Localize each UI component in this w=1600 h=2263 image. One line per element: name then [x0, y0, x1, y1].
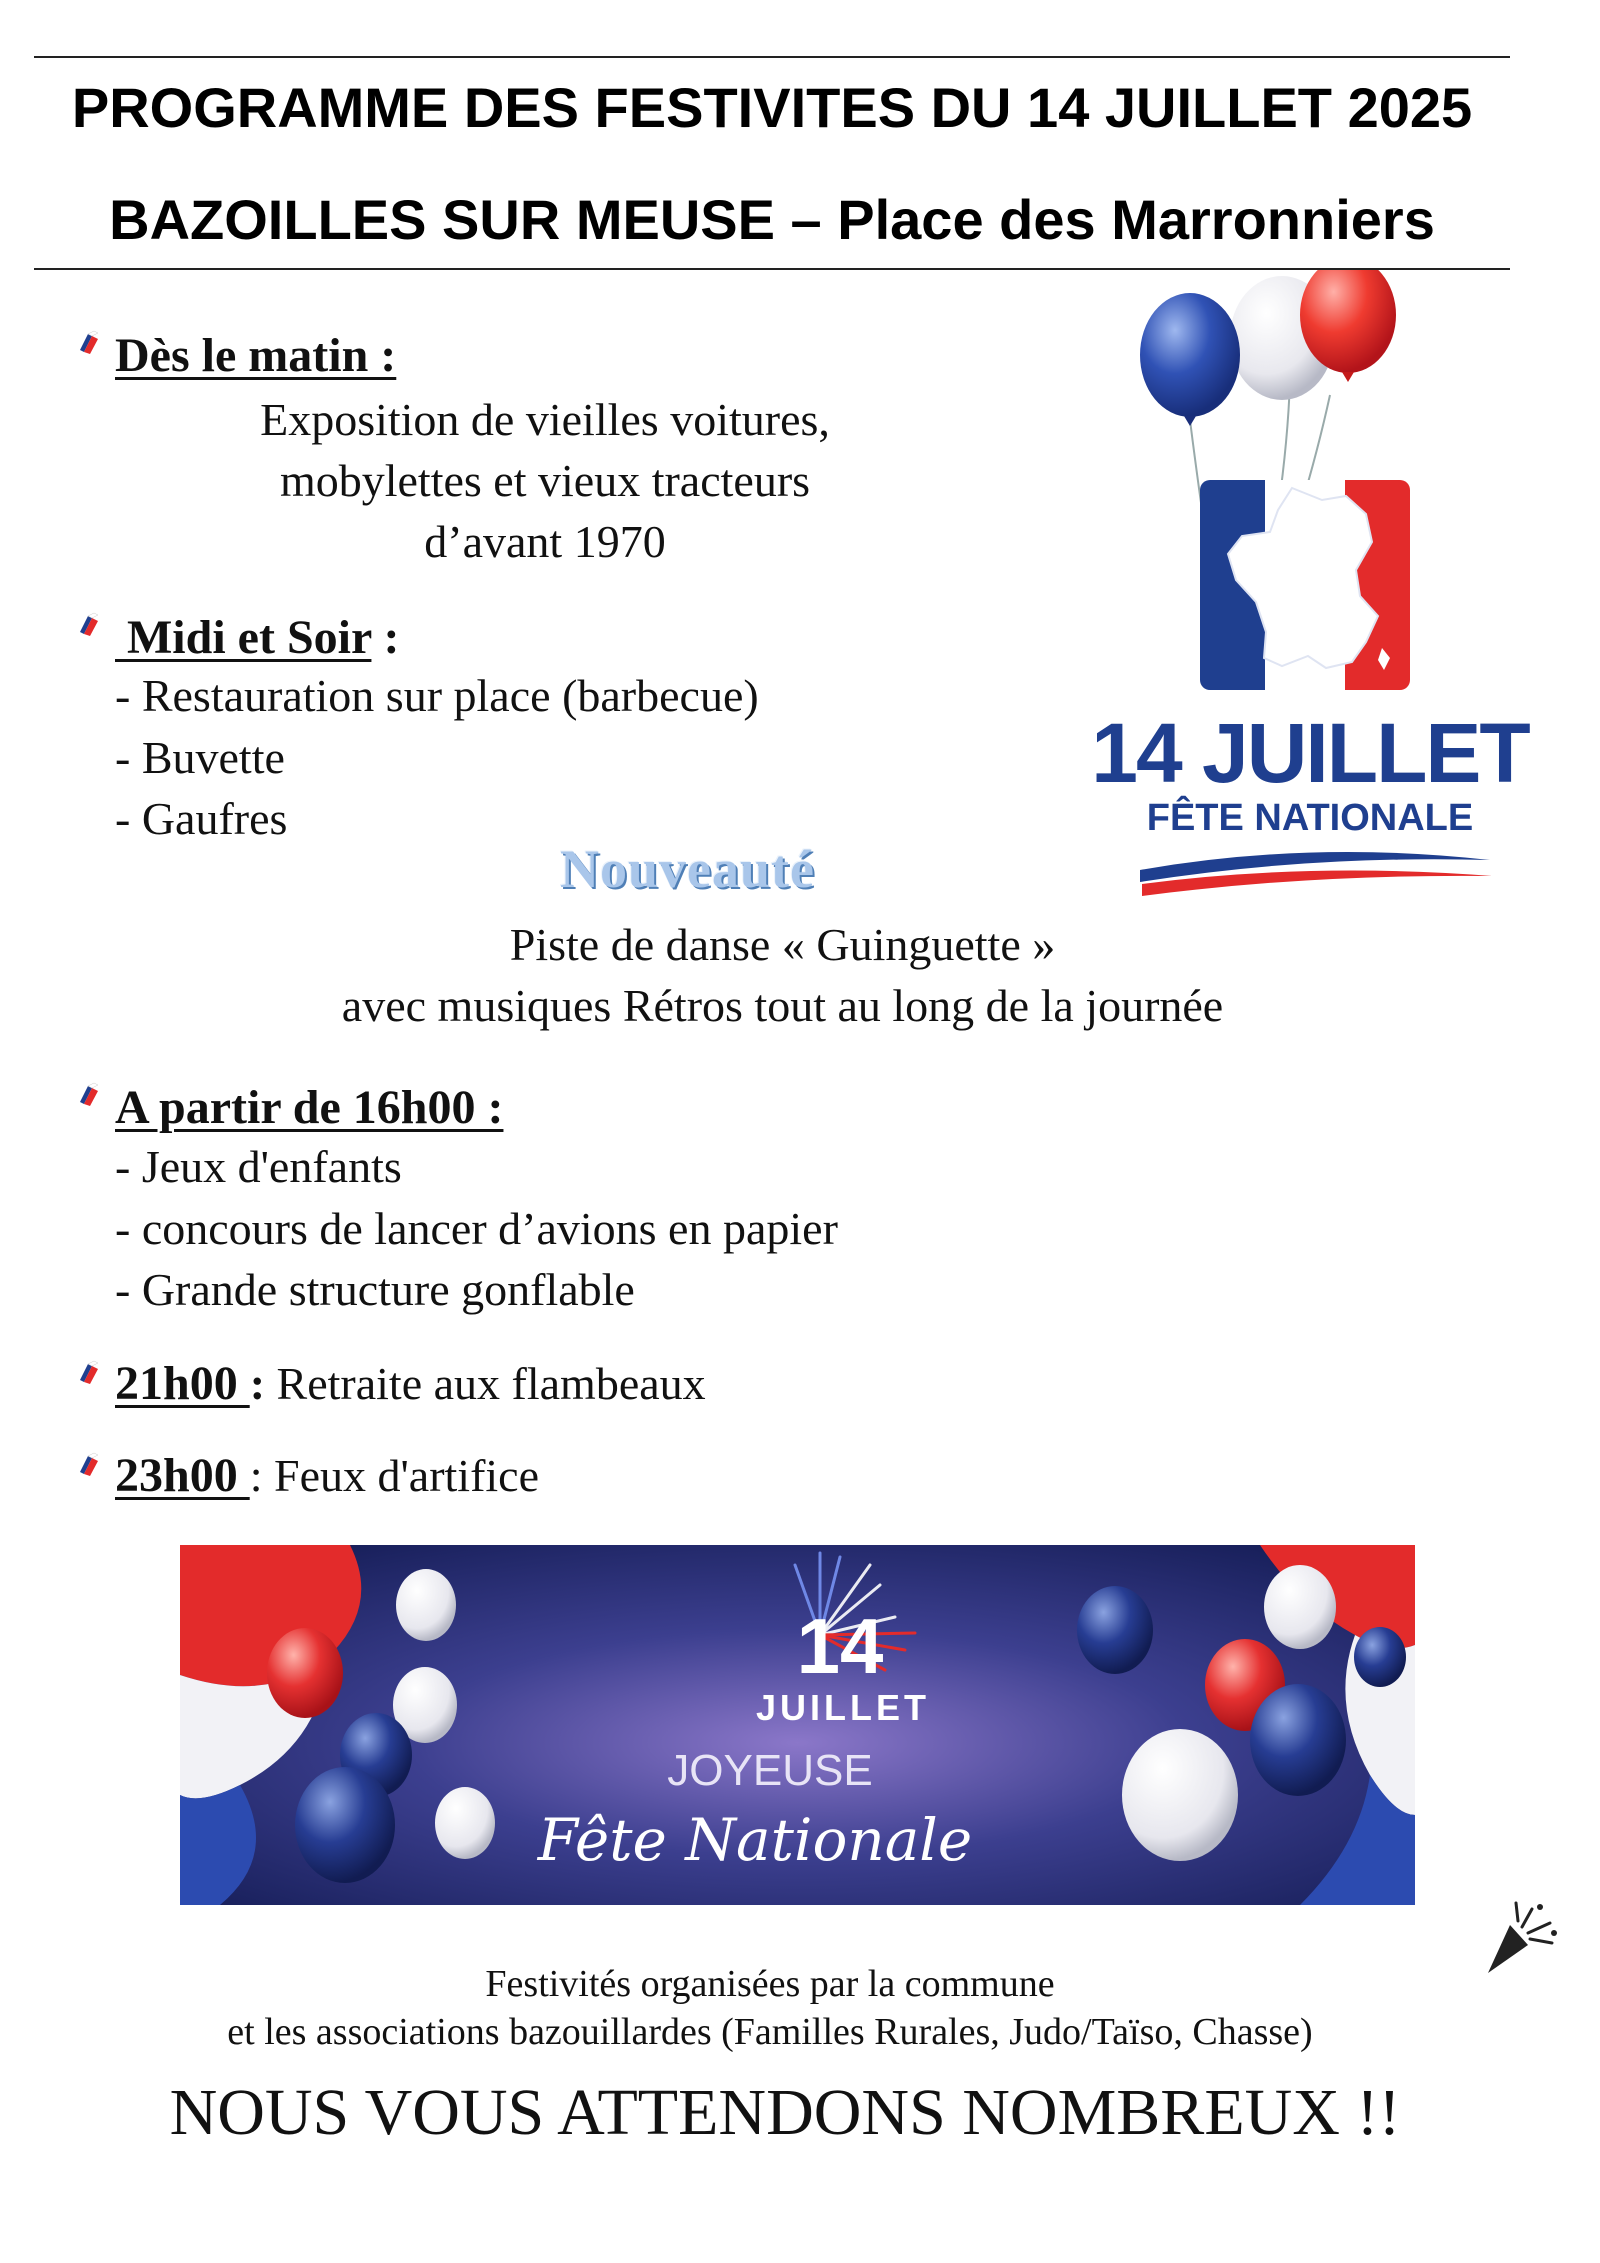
- closing-message: NOUS VOUS ATTENDONS NOMBREUX !!: [169, 2076, 1401, 2149]
- novelty-line-1: Piste de danse « Guinguette »: [509, 919, 1056, 970]
- banner-script-text: Fête Nationale: [537, 1806, 973, 1874]
- flag-bullet-icon: [78, 1082, 104, 1108]
- logo-title-text: 14 JUILLET: [1091, 706, 1529, 800]
- novelty-label: Nouveauté: [560, 839, 815, 899]
- section-heading-midday: [115, 611, 400, 664]
- flag-bullet-icon: [78, 330, 104, 356]
- banner-day-text: 14: [796, 1602, 884, 1690]
- afternoon-item-3: - Grande structure gonflable: [115, 1264, 635, 1315]
- balloons-france-logo-icon: [1060, 270, 1560, 910]
- page-subtitle: BAZOILLES SUR MEUSE – Place des Marronniers: [109, 188, 1435, 251]
- flag-bullet-icon: [78, 612, 104, 638]
- footer-organizers-line-2: et les associations bazouillardes (Familles Rurales, Judo/Taïso, Chasse): [227, 2011, 1313, 2053]
- morning-line-2: mobylettes et vieux tracteurs: [279, 455, 811, 506]
- celebration-banner: [180, 1545, 1415, 1905]
- midday-item-1: - Restauration sur place (barbecue): [115, 670, 759, 721]
- midday-heading-text: Midi et Soir: [115, 611, 372, 664]
- midday-item-2: - Buvette: [115, 732, 285, 783]
- banner-greeting-text: JOYEUSE: [667, 1746, 873, 1795]
- event-separator: :: [249, 1450, 274, 1501]
- event-label-retraite: Retraite aux flambeaux: [276, 1358, 706, 1409]
- logo-subtitle-text: FÊTE NATIONALE: [1146, 797, 1474, 839]
- flag-bullet-icon: [78, 1360, 104, 1386]
- novelty-line-2: avec musiques Rétros tout au long de la journée: [341, 980, 1224, 1031]
- evening-event-2: [115, 1449, 540, 1502]
- midday-heading-colon: :: [371, 611, 400, 664]
- event-time-2100: 21h00: [115, 1357, 250, 1410]
- page-title: PROGRAMME DES FESTIVITES DU 14 JUILLET 2025: [71, 76, 1473, 139]
- section-heading-afternoon: A partir de 16h00 :: [115, 1081, 504, 1134]
- event-time-2300: 23h00: [115, 1449, 250, 1502]
- evening-event-1: [115, 1357, 706, 1410]
- afternoon-item-2: - concours de lancer d’avions en papier: [115, 1203, 838, 1254]
- midday-item-3: - Gaufres: [115, 793, 288, 844]
- flag-bullet-icon: [78, 1452, 104, 1478]
- banner-month-text: JUILLET: [755, 1687, 931, 1728]
- section-heading-morning: Dès le matin :: [115, 329, 397, 382]
- top-rule: [34, 56, 1510, 58]
- fete-nationale-logo: [1060, 270, 1560, 910]
- morning-line-3: d’avant 1970: [424, 516, 666, 567]
- event-label-feux: Feux d'artifice: [273, 1450, 540, 1501]
- event-separator: :: [249, 1358, 277, 1409]
- footer-organizers-line-1: Festivités organisées par la commune: [485, 1963, 1055, 2005]
- banner-illustration-icon: [180, 1545, 1415, 1905]
- morning-line-1: Exposition de vieilles voitures,: [260, 394, 830, 445]
- afternoon-item-1: - Jeux d'enfants: [115, 1141, 402, 1192]
